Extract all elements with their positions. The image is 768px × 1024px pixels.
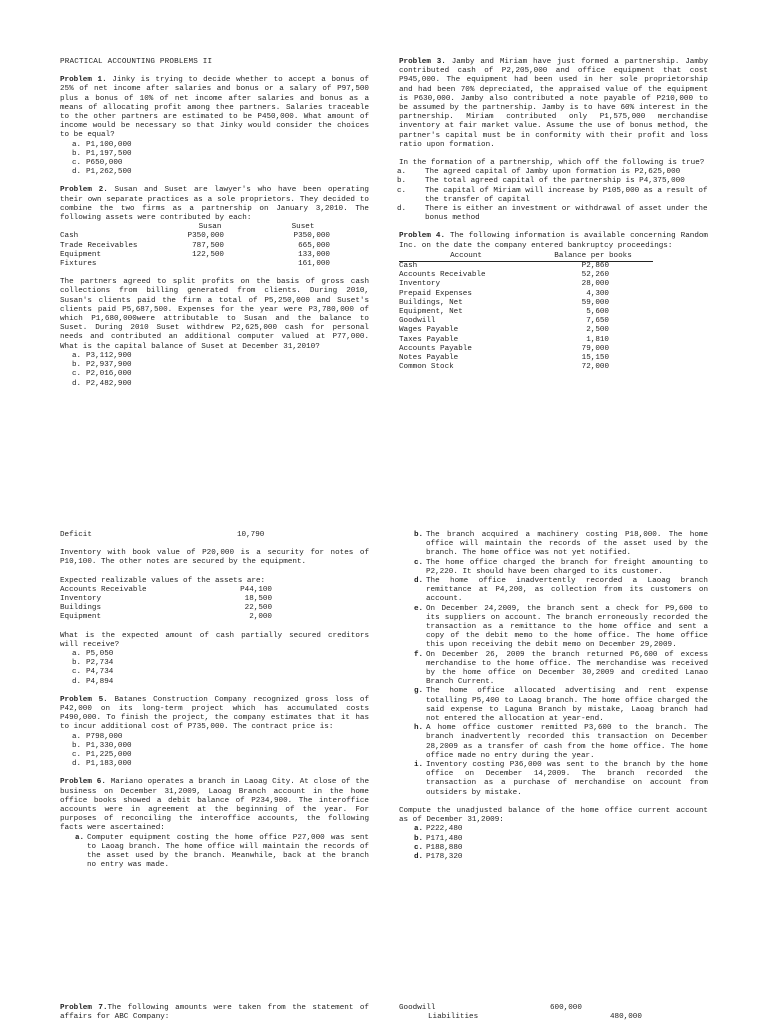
table-row: Fixtures 161,000 <box>60 260 330 269</box>
table-row: Equipment 122,500 133,000 <box>60 250 330 259</box>
table-row: Buildings 22,500 <box>60 604 272 613</box>
deficit-row: Deficit 10,790 <box>60 531 265 539</box>
option-item: d. There is either an investment or withdrawal of asset under the bonus method <box>397 205 708 223</box>
table-row: Trade Receivables 787,500 665,000 <box>60 241 330 250</box>
table-row: Accounts Receivable 52,260 <box>399 271 609 280</box>
option-item: a. P222,480 <box>414 825 463 834</box>
table-row: Prepaid Expenses 4,300 <box>399 289 609 298</box>
table-row: Inventory 18,500 <box>60 595 272 604</box>
page2-left-column <box>60 531 369 871</box>
problem-5-options <box>72 733 369 770</box>
problem-6-text: Problem 6. Mariano operates a branch in Laoag City. At close of the business on December 31,2009, Laoag Branch account in the home office books showed a debit balance of P234,900. The interoffice accounts were in agreement at the beginning of the year. For purposes of reconciling the interoffice accounts, the following facts were ascertained: <box>60 778 370 833</box>
problem-4-label: Problem 4. <box>399 232 446 241</box>
option-item: b. The total agreed capital of the partnership is P4,375,000 <box>397 177 685 186</box>
table-header-row <box>399 252 653 262</box>
list-item: a. Computer equipment costing the home office P27,000 was sent to Laoag branch. The home office will maintain the records of the asset used by the branch. Meanwhile, back at the branch no entry was made. <box>75 833 369 870</box>
column-balance: Balance per books <box>533 252 653 262</box>
table-row: Wages Payable 2,500 <box>399 326 609 335</box>
table-row: Equipment 2,000 <box>60 613 272 622</box>
table-row: Goodwill 7,650 <box>399 317 609 326</box>
page3-right-column <box>399 1004 708 1022</box>
problem-1-label: Problem 1. <box>60 76 107 85</box>
list-item: e. On December 24,2009, the branch sent a check for P9,600 to its suppliers on account. The branch erroneously recorded the transaction as a remittance to the home office and sent a copy of the debit memo to the home office. The home office this upon receiving the debit memo on December 29,2009. <box>414 604 708 650</box>
option-item: c. P4,734 <box>72 668 114 677</box>
problem-4-text: Problem 4. The following information is available concerning Random Inc. on the date the company entered bankruptcy proceedings: <box>399 232 708 250</box>
problem-3-label: Problem 3. <box>399 58 446 66</box>
option-item: d. P1,183,000 <box>72 760 132 769</box>
option-item: d. P2,482,900 <box>72 379 132 388</box>
list-item: d. The home office inadvertently recorded a Laoag branch remittance at P4,200, as collection from its customers on account. <box>414 577 708 604</box>
option-item: a. P798,000 <box>72 732 123 741</box>
list-item: g. The home office allocated advertising and rent expense totalling P5,400 to Laoag branch. The home office charged the said expense to Laguna Branch by mistake, Laoag branch had not entered the allocation at year-end. <box>414 687 708 724</box>
page1-left-column <box>60 58 369 389</box>
column-susan: Susan <box>198 223 222 232</box>
problem-4-options <box>72 650 369 687</box>
table-header-row <box>60 223 348 232</box>
table-row: Goodwill 600,000 <box>399 1004 582 1012</box>
page-title: PRACTICAL ACCOUNTING PROBLEMS II <box>60 58 213 66</box>
realizable-heading: Expected realizable values of the assets are: <box>60 576 266 585</box>
option-item: d. P1,262,500 <box>72 168 132 177</box>
option-item: b. P2,937,900 <box>72 361 132 370</box>
problem-6-facts-continued <box>399 531 708 798</box>
problem-7-text: Problem 7.The following amounts were taken from the statement of affairs for ABC Company: <box>60 1004 369 1022</box>
problem-6-label: Problem 6. <box>60 778 106 787</box>
table-row: Common Stock 72,000 <box>399 363 609 372</box>
inventory-note: Inventory with book value of P20,000 is a security for notes of P10,100. The other notes are secured by the equipment. <box>60 549 369 567</box>
table-row: Liabilities 480,000 <box>428 1013 642 1022</box>
column-suset: Suset <box>291 223 315 232</box>
page1-right-column <box>399 58 708 373</box>
problem-3-text: Problem 3. Jamby and Miriam have just formed a partnership. Jamby contributed cash of P2,205,000 and office equipment that cost P945,000. The equipment had been used in her sole proprietorship and had been 70% depreciated, the appraised value of the equipment is P630,000. Jamby also contributed a note payable of P210,000 to be assumed by the partnership. Jamby is to have 60% interest in the partnership. Miriam contributed only P1,575,000 merchandise inventory at fair market value. Assume the use of bonus method, the partner's capital must be in conformity with their profit and loss ratio upon formation. <box>399 58 708 149</box>
table-row: Equipment, Net 5,600 <box>399 308 609 317</box>
problem-6-facts <box>60 834 369 871</box>
column-account: Account <box>399 252 533 262</box>
page2-right-column <box>399 531 708 862</box>
table-row: Accounts Receivable P44,100 <box>60 585 272 594</box>
problem-3-options <box>397 168 708 223</box>
option-item: c. P650,000 <box>72 159 123 168</box>
option-item: b. P1,330,000 <box>72 741 132 750</box>
problem-4-question: What is the expected amount of cash partially secured creditors will receive? <box>60 631 369 649</box>
table-row: Buildings, Net 59,000 <box>399 298 609 307</box>
problem-2-options <box>72 352 369 389</box>
problem-5-text: Problem 5. Batanes Construction Company recognized gross loss of P42,000 on its long-term project which has accumulated costs P490,000. To finish the project, the company estimates that it has to incur additional cost of P735,000. The contract price is: <box>60 695 370 732</box>
option-item: b. P2,734 <box>72 659 114 668</box>
problem-6-question: Compute the unadjusted balance of the home office current account as of December 31,2009: <box>399 806 708 825</box>
problem-5-label: Problem 5. <box>60 695 108 704</box>
problem-1-options <box>72 141 369 178</box>
table-row: Accounts Payable 79,000 <box>399 344 609 353</box>
problem-3-question: In the formation of a partnership, which off the following is true? <box>399 159 705 168</box>
table-row: Notes Payable 15,150 <box>399 354 609 363</box>
option-item: b. P171,480 <box>414 834 463 843</box>
problem-6-options <box>399 825 708 862</box>
option-item: c. P188,880 <box>414 843 463 852</box>
option-item: a. P3,112,900 <box>72 351 132 360</box>
list-item: h. A home office customer remitted P3,600 to the branch. The branch inadvertently recorded this transaction on December 28,2009 as a transfer of cash from the home office. The home office made no entry during the year. <box>414 724 708 760</box>
problem-2-text-continued: The partners agreed to split profits on the basis of gross cash collections from billing generated from clients. During 2010, Susan's clients paid the firm a total of P5,250,000 and Suset's clients paid P5,687,500. Expenses for the year were P3,780,000 of which P1,680,000were attributable to Susan and the balance to Suset. During 2010 Suset withdrew P2,625,000 cash for personal needs and contributed an additional computer valued at P77,000. What is the capital balance of Suset at December 31,2010? <box>60 278 369 351</box>
realizable-values-table <box>60 586 272 623</box>
problem-2-label: Problem 2. <box>60 186 108 195</box>
contribution-table <box>60 223 348 269</box>
problem-1-text: Problem 1. Jinky is trying to decide whether to accept a bonus of 25% of net income after salaries and bonus or a salary of P97,500 plus a bonus of 10% of net income after salaries and bonus as a means of allocating profit among thee partners. Salaries traceable to the other partners are estimated to be P450,000. What amount of income would be necessary so that Jinky would consider the choices to be equal? <box>60 76 369 140</box>
page3-left-column <box>60 1004 369 1022</box>
table-row: Cash P350,000 P350,000 <box>60 232 330 241</box>
list-item: i. Inventory costing P36,000 was sent to the branch by the home office on December 14,2009. The branch recorded the transaction as a purchase of merchandise on account from outsiders by mistake. <box>414 761 708 797</box>
option-item: c. P1,225,000 <box>72 751 132 760</box>
list-item: c. The home office charged the branch for freight amounting to P2,220. It should have been charged to its customer. <box>414 558 708 576</box>
option-item: b. P1,197,500 <box>72 149 132 158</box>
option-item: d. P178,320 <box>414 852 463 861</box>
option-item: a. The agreed capital of Jamby upon formation is P2,625,000 <box>397 168 681 177</box>
option-item: a. P5,050 <box>72 650 114 659</box>
option-item: c. P2,016,000 <box>72 370 132 379</box>
list-item: f. On December 26, 2009 the branch returned P6,600 of excess merchandise to the home office. The merchandise was received by the home office on December 30,2009 and credited Lanao Branch Current. <box>414 650 708 687</box>
table-row: Inventory 28,000 <box>399 280 609 289</box>
list-item: b. The branch acquired a machinery costing P18,000. The home office will maintain the records of the asset used by the branch. The home office was not yet notified. <box>414 531 708 558</box>
table-row: Taxes Payable 1,810 <box>399 335 609 344</box>
option-item: a. P1,100,000 <box>72 140 132 149</box>
problem-2-text: Problem 2. Susan and Suset are lawyer's who have been operating their own separate practices as a sole proprietors. They decided to combine the two firms as a partnership on January 3,2010. The following assets were contributed by each: <box>60 186 369 223</box>
problem-7-label: Problem 7. <box>60 1004 108 1012</box>
statement-of-affairs-table <box>399 1004 642 1022</box>
table-row: Cash P2,860 <box>399 262 653 272</box>
option-item: c. The capital of Miriam will increase by P105,000 as a result of the transfer of capital <box>397 186 708 204</box>
option-item: d. P4,894 <box>72 677 114 686</box>
bankruptcy-accounts-table <box>399 252 653 373</box>
